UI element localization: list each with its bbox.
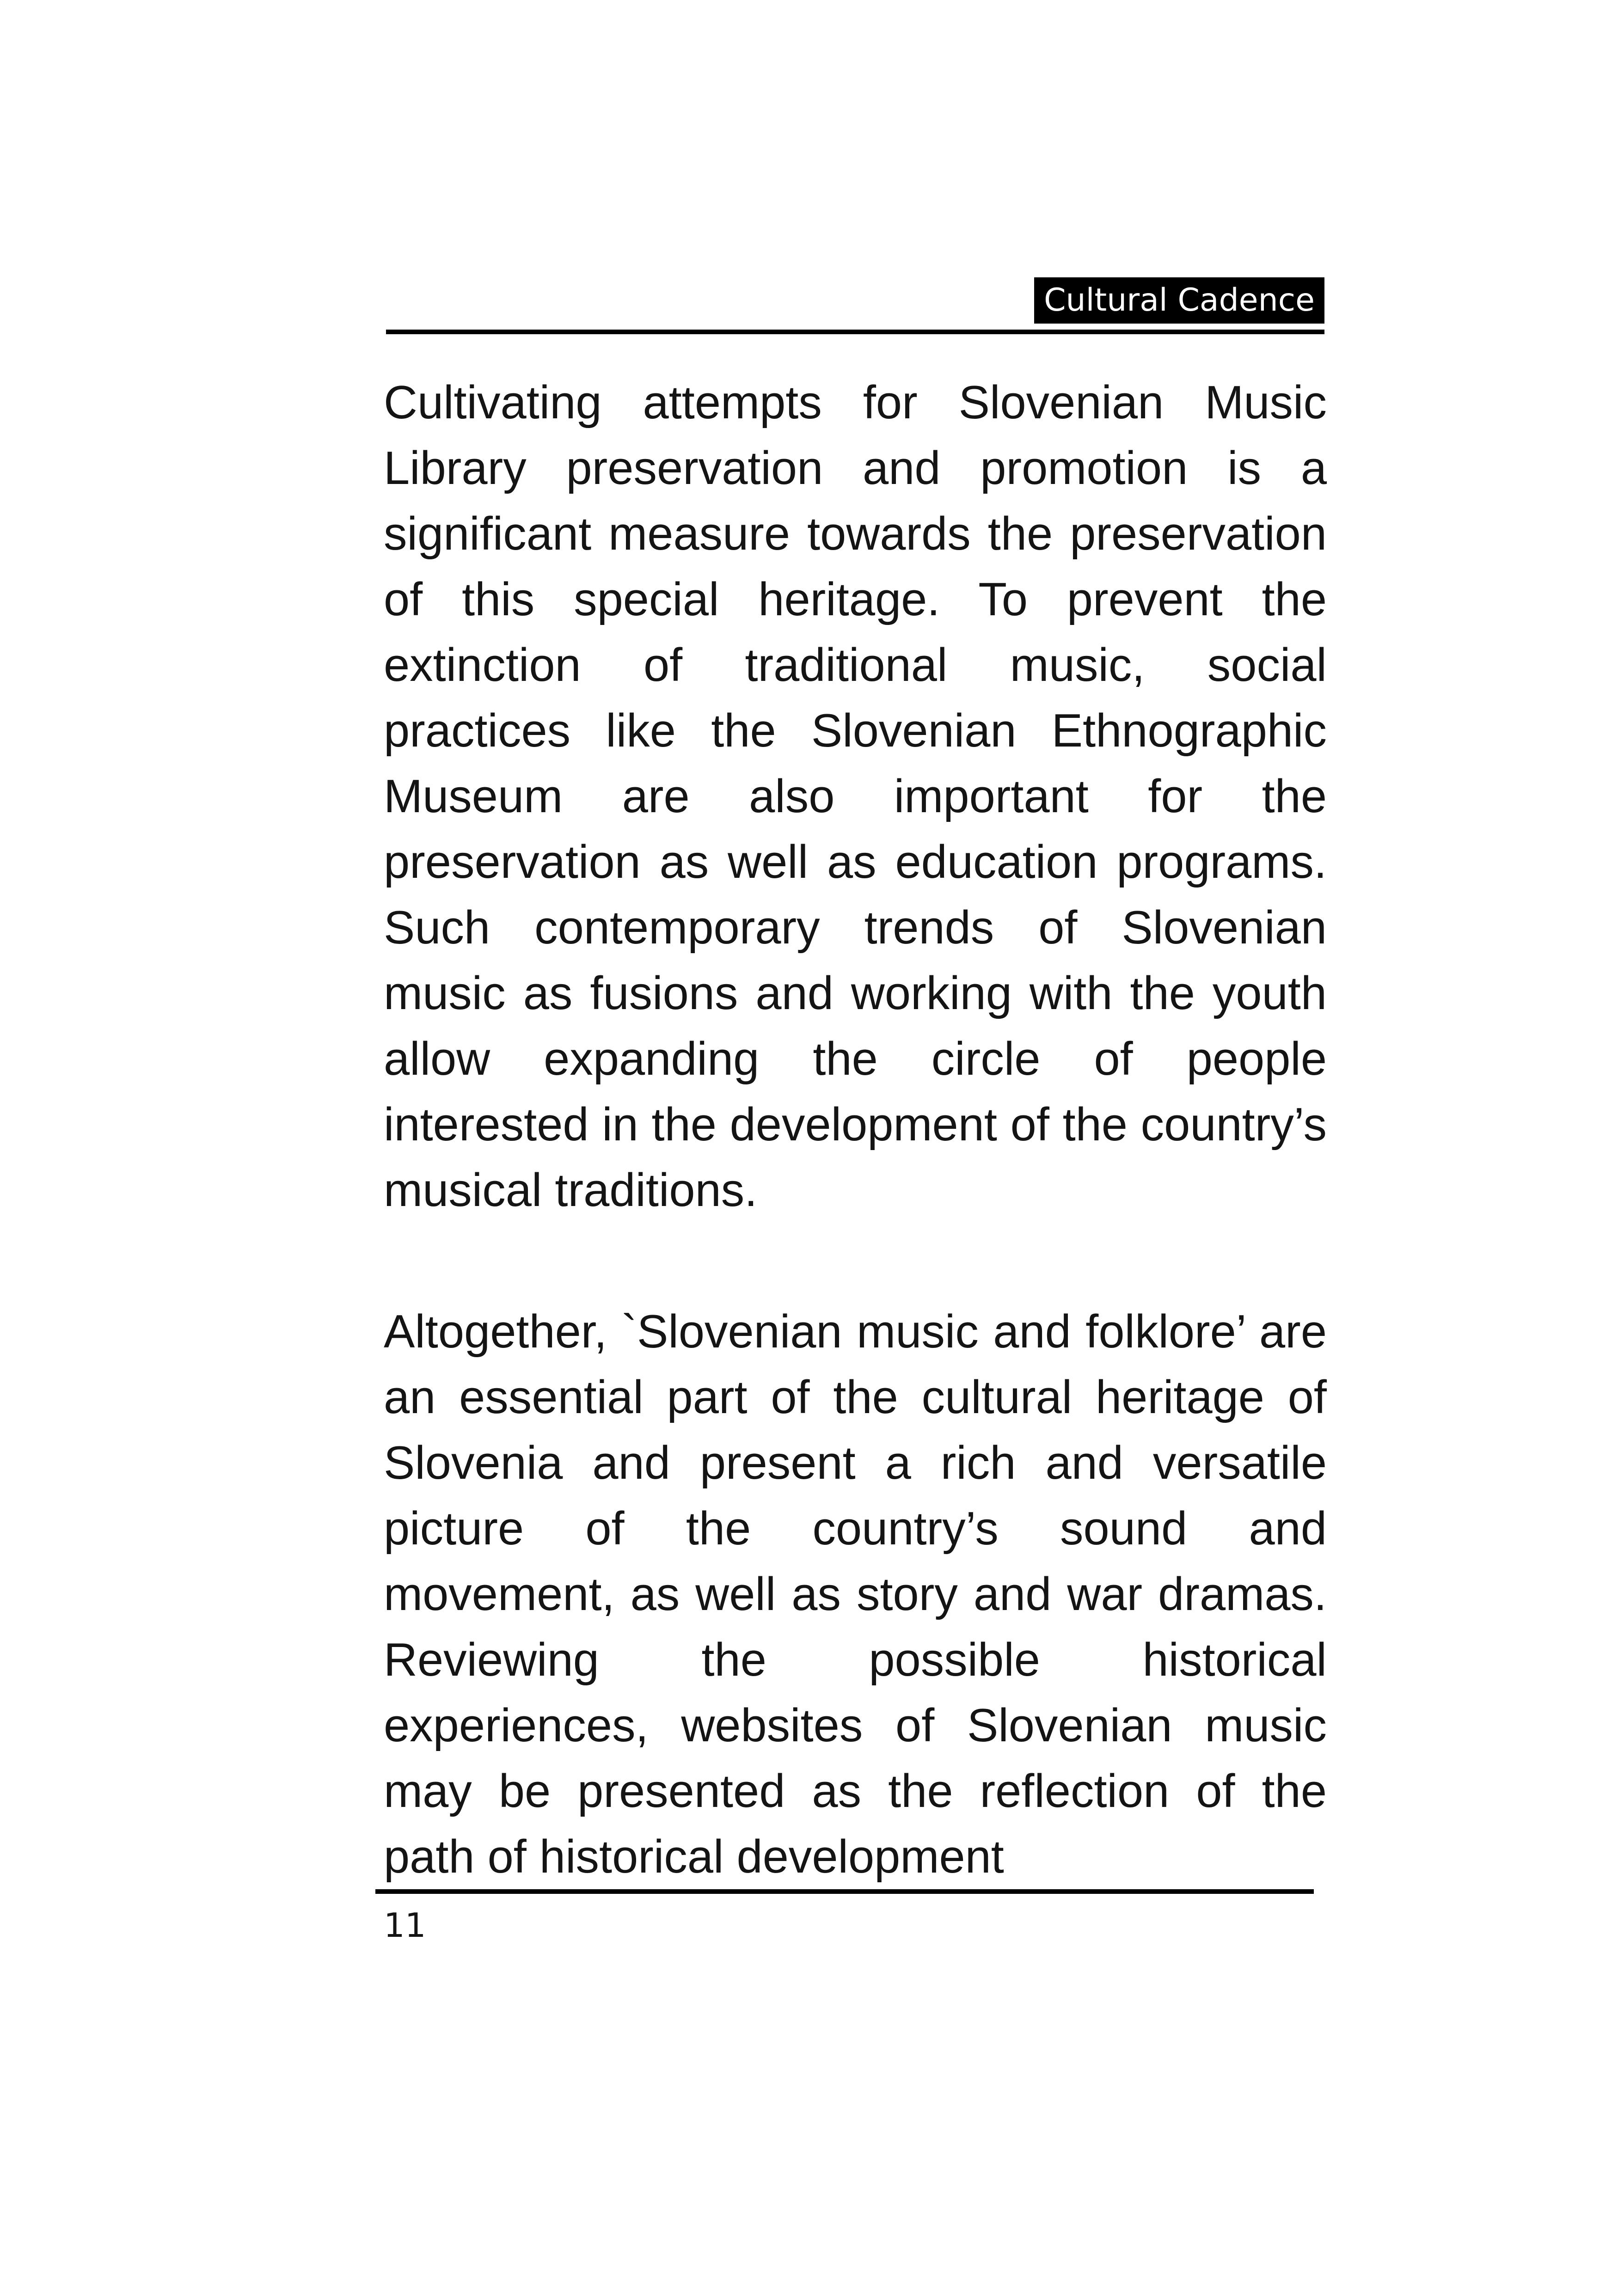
running-header: Cultural Cadence bbox=[1034, 277, 1324, 324]
footer-divider bbox=[375, 1889, 1314, 1894]
body-paragraph-2: Altogether, `Slovenian music and folklore’ are an essential part of the cultural heritage of Slovenia and present a rich and versatile picture of the country’s sound and movement, as well as story and war dramas. Reviewing the possible historical experiences, websites of Slovenian music may be presented as the reflection of the path of historical development bbox=[384, 1306, 1327, 1883]
body-paragraph-1: Cultivating attempts for Slovenian Music Library preservation and promotion is a significant measure towards the preservation of this special heritage. To prevent the extinction of traditional music, social practices like the Slovenian Ethnographic Museum are also important for the preservation as well as education programs. Such contemporary trends of Slovenian music as fusions and working with the youth allow expanding the circle of people interested in the development of the country’s musical traditions. bbox=[384, 377, 1327, 1216]
header-divider bbox=[386, 330, 1324, 334]
page-number: 11 bbox=[384, 1906, 426, 1945]
